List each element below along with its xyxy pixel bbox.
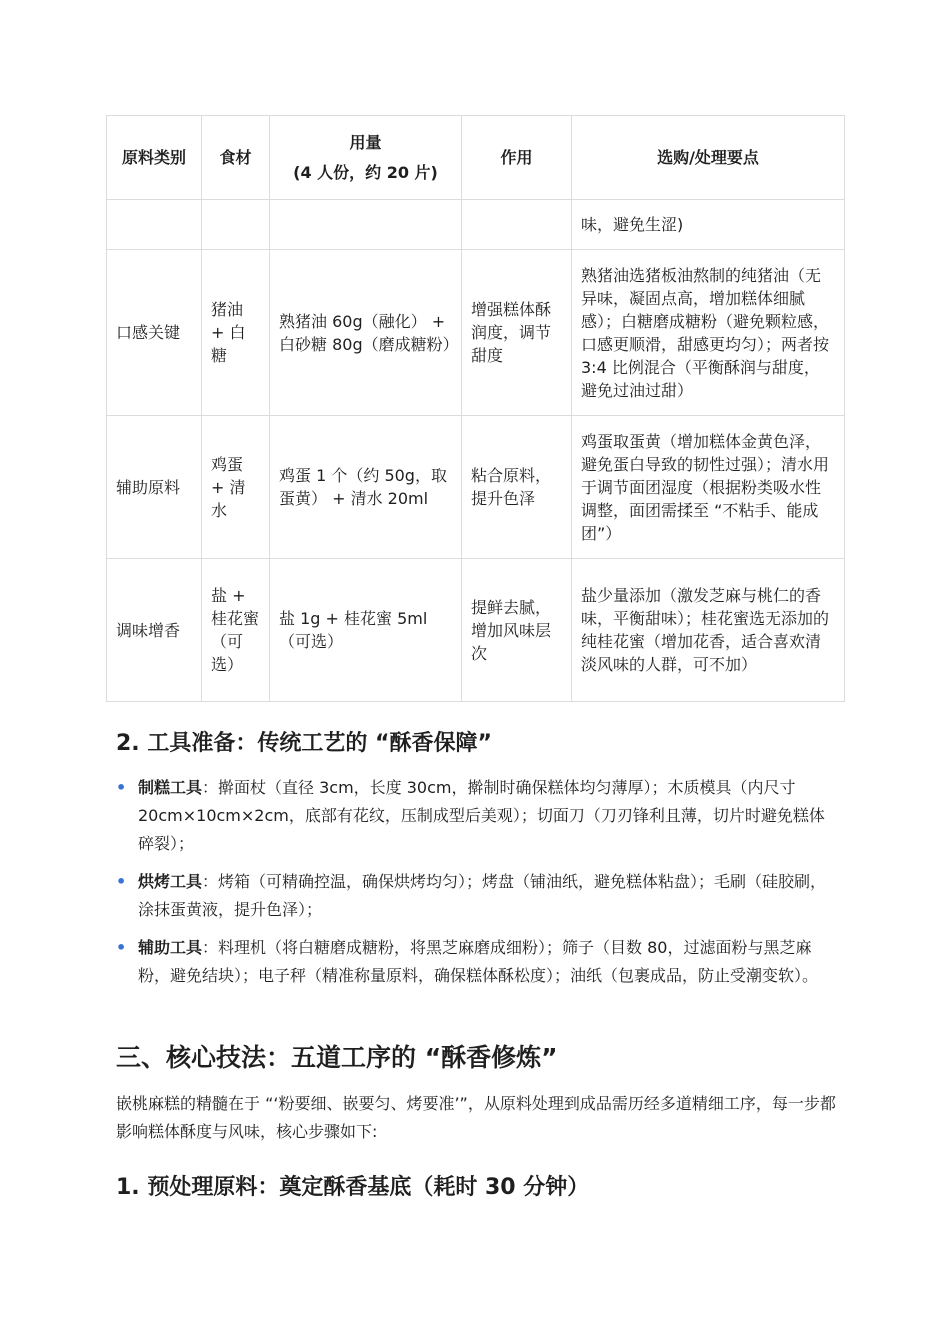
cell-notes: 盐少量添加（激发芝麻与桃仁的香味，平衡甜味）；桂花蜜选无添加的纯桂花蜜（增加花香，适合喜欢清淡风味的人群，可不加） — [572, 559, 845, 702]
item-label: 辅助工具 — [138, 938, 203, 957]
bullet-icon: • — [116, 778, 127, 797]
cell-amount: 熟猪油 60g（融化） + 白砂糖 80g（磨成糖粉） — [270, 250, 462, 416]
item-text: ：擀面杖（直径 3cm，长度 30cm，擀制时确保糕体均匀薄厚）；木质模具（内尺寸 20cm×10cm×2cm，底部有花纹，压制成型后美观）；切面刀（刀刃锋利且薄，切片时避免糕体碎裂）； — [138, 778, 825, 853]
cell-role: 提鲜去腻，增加风味层次 — [462, 559, 572, 702]
header-amount — [270, 116, 462, 200]
item-label: 制糕工具 — [138, 778, 203, 797]
cell-notes: 味，避免生涩) — [572, 200, 845, 250]
tools-list — [116, 774, 836, 1000]
cell-role — [462, 200, 572, 250]
table-row — [107, 200, 845, 250]
list-item — [116, 774, 836, 858]
item-text: ：烤箱（可精确控温，确保烘烤均匀）；烤盘（铺油纸，避免糕体粘盘）；毛刷（硅胶刷，涂抹蛋黄液，提升色泽）； — [138, 872, 827, 919]
header-notes: 选购/处理要点 — [572, 116, 845, 200]
list-item — [116, 868, 836, 924]
section-title-core: 三、核心技法：五道工序的 “酥香修炼” — [116, 1043, 558, 1072]
bullet-icon: • — [116, 938, 127, 957]
section-title-step1: 1. 预处理原料：奠定酥香基底（耗时 30 分钟） — [116, 1175, 590, 1200]
cell-ingredient: 猪油 + 白糖 — [202, 250, 270, 416]
item-label: 烘烤工具 — [138, 872, 203, 891]
ingredients-table — [106, 115, 845, 702]
header-role: 作用 — [462, 116, 572, 200]
header-amount-line1: 用量 — [349, 132, 382, 152]
cell-category: 调味增香 — [107, 559, 202, 702]
cell-amount: 鸡蛋 1 个（约 50g，取蛋黄） + 清水 20ml — [270, 416, 462, 559]
list-item — [116, 934, 836, 990]
section-title-tools: 2. 工具准备：传统工艺的 “酥香保障” — [116, 731, 492, 756]
cell-ingredient: 盐 + 桂花蜜（可选） — [202, 559, 270, 702]
bullet-icon: • — [116, 872, 127, 891]
cell-notes: 熟猪油选猪板油熬制的纯猪油（无异味，凝固点高，增加糕体细腻感）；白糖磨成糖粉（避免颗粒感，口感更顺滑，甜感更均匀）；两者按 3:4 比例混合（平衡酥润与甜度，避免过油过甜） — [572, 250, 845, 416]
cell-amount: 盐 1g + 桂花蜜 5ml（可选） — [270, 559, 462, 702]
cell-role: 增强糕体酥润度，调节甜度 — [462, 250, 572, 416]
cell-ingredient: 鸡蛋 + 清水 — [202, 416, 270, 559]
section-intro: 嵌桃麻糕的精髓在于 “‘粉要细、嵌要匀、烤要准’”，从原料处理到成品需历经多道精细工序，每一步都影响糕体酥度与风味，核心步骤如下: — [116, 1094, 836, 1141]
cell-role: 粘合原料，提升色泽 — [462, 416, 572, 559]
cell-notes: 鸡蛋取蛋黄（增加糕体金黄色泽，避免蛋白导致的韧性过强）；清水用于调节面团湿度（根据粉类吸水性调整，面团需揉至 “不粘手、能成团”） — [572, 416, 845, 559]
table-row — [107, 250, 845, 416]
cell-ingredient — [202, 200, 270, 250]
item-text: ：料理机（将白糖磨成糖粉，将黑芝麻磨成细粉）；筛子（目数 80，过滤面粉与黑芝麻粉，避免结块）；电子秤（精准称量原料，确保糕体酥松度）；油纸（包裹成品，防止受潮变软）。 — [138, 938, 819, 985]
table-row — [107, 559, 845, 702]
header-category: 原料类别 — [107, 116, 202, 200]
cell-amount — [270, 200, 462, 250]
cell-category — [107, 200, 202, 250]
cell-category: 口感关键 — [107, 250, 202, 416]
table-row — [107, 416, 845, 559]
header-ingredient: 食材 — [202, 116, 270, 200]
header-amount-line2: (4 人份，约 20 片) — [293, 162, 438, 182]
cell-category: 辅助原料 — [107, 416, 202, 559]
